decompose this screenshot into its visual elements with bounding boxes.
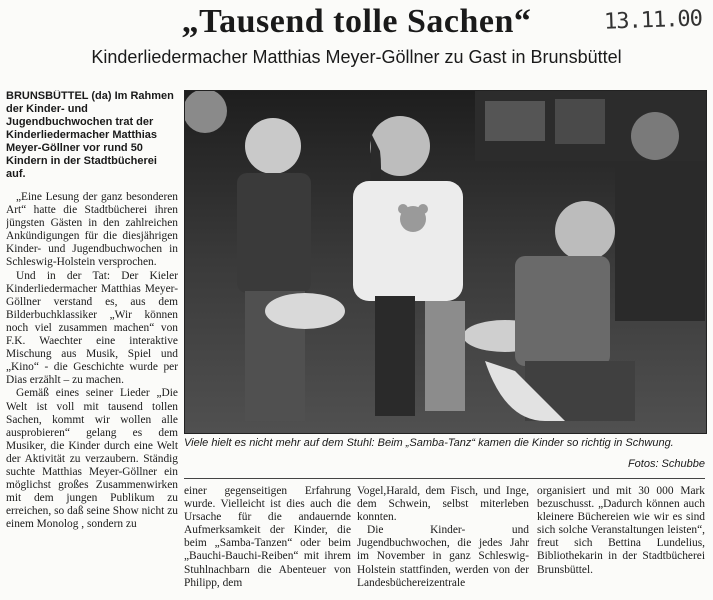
- paragraph: Vogel,Harald, dem Fisch, und Inge, dem Schwein, selbst miterleben konnten.: [357, 485, 529, 524]
- paragraph: Die Kinder- und Jugendbuchwochen, die jedes Jahr im November in ganz Schleswig-Holstein stattfinden, werden von der Landesbüchereizentrale: [357, 524, 529, 589]
- article-column-3: [357, 485, 529, 600]
- photo-illustration: [185, 91, 706, 433]
- photo-children-dancing: [184, 90, 707, 434]
- paragraph: Gemäß eines seiner Lieder „Die Welt ist voll mit tausend tollen Sachen, kommt wir wollen alle ausprobieren“ gelang es dem Musiker, die Kinder durch eine Welt der Aktivität zu verzaubern. Ständig suchte Matthias Meyer-Göllner ein möglichst großes Zusammenwirken mit dem jungen Publikum zu erreichen, so daß seine Show nicht zu einem Monolog , sondern zu: [6, 387, 178, 531]
- subheadline: Kinderliedermacher Matthias Meyer-Göllner zu Gast in Brunsbüttel: [91, 47, 622, 67]
- photo-credit: Fotos: Schubbe: [627, 458, 705, 470]
- lead-paragraph: BRUNSBÜTTEL (da) Im Rahmen der Kinder- und Jugendbuchwochen trat der Kinderliedermacher Matthias Meyer-Göllner vor rund 50 Kindern in der Stadtbücherei auf.: [6, 90, 174, 180]
- headline: „Tausend tolle Sachen“: [181, 3, 532, 40]
- paragraph: organisiert und mit 30 000 Mark bezuschusst. „Dadurch können auch kleinere Büchereien wie wir es sind sich solche Veranstaltungen leisten“, freut sich Bettina Lundelius, Bibliothekarin in der Stadtbücherei Brunsbüttel.: [537, 485, 705, 576]
- handwritten-date: 13.11.00: [603, 6, 703, 35]
- article-column-4: [537, 485, 705, 600]
- divider: [184, 478, 705, 479]
- paragraph: „Eine Lesung der ganz besonderen Art“ hatte die Stadtbücherei ihren jüngsten Gästen in den zahlreichen Ankündigungen für die diesjährigen Kinder- und Jugendbuchwochen in Schleswig-Holstein versprochen.: [6, 191, 178, 269]
- paragraph: Und in der Tat: Der Kieler Kinderliedermacher Matthias Meyer-Göllner verstand es, aus dem Bilderbuchklassiker „Wir können noch viel zusammen machen“ von F.K. Waechter eine interaktive Mischung aus Musik, Spiel und „Kino“ - die Geschichte wurde per Dias erzählt – zu machen.: [6, 269, 178, 387]
- article-column-2: [184, 485, 351, 600]
- photo-caption: Viele hielt es nicht mehr auf dem Stuhl: Beim „Samba-Tanz“ kamen die Kinder so richtig in Schwung.: [184, 437, 674, 449]
- paragraph: einer gegenseitigen Erfahrung wurde. Vielleicht ist dies auch die Ursache für die andauernde Aufmerksamkeit der Kinder, die beim „Samba-Tanzen“ oder beim „Bauchi-Bauchi-Reiben“ mit ihrem Stuhlnachbarn die Abenteuer von Philipp, dem: [184, 485, 351, 589]
- article-column-1: [6, 90, 178, 598]
